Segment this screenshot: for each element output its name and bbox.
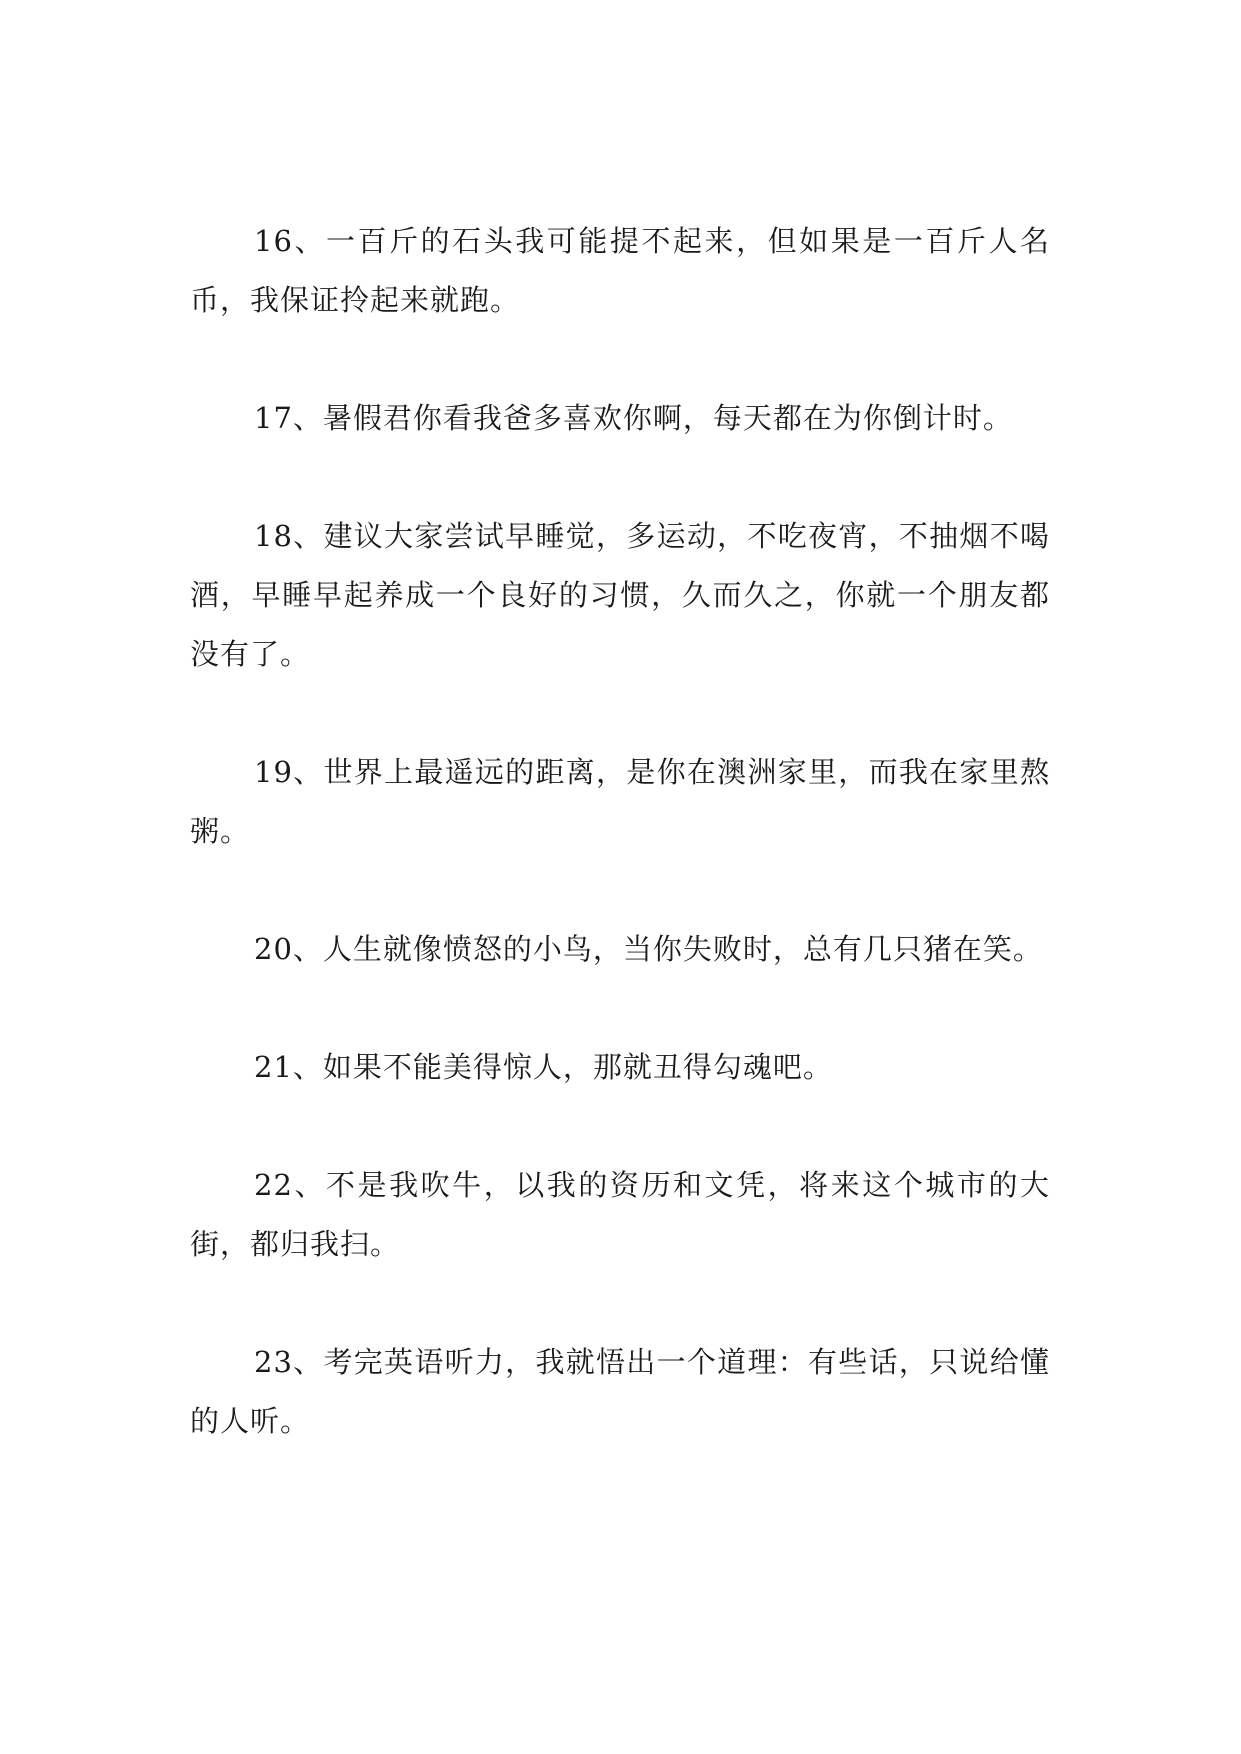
paragraph-17: 17、暑假君你看我爸多喜欢你啊，每天都在为你倒计时。 bbox=[254, 401, 1013, 435]
paragraph-18: 18、建议大家尝试早睡觉，多运动，不吃夜宵，不抽烟不喝酒，早睡早起养成一个良好的习惯，久而久之，你就一个朋友都没有了。 bbox=[190, 519, 1050, 671]
paragraph-22: 22、不是我吹牛，以我的资历和文凭，将来这个城市的大街，都归我扫。 bbox=[190, 1168, 1050, 1261]
paragraph-23: 23、考完英语听力，我就悟出一个道理：有些话，只说给懂的人听。 bbox=[190, 1345, 1050, 1438]
paragraph-16: 16、一百斤的石头我可能提不起来，但如果是一百斤人名币，我保证拎起来就跑。 bbox=[190, 224, 1050, 317]
document-body bbox=[190, 212, 1050, 1510]
paragraph-21: 21、如果不能美得惊人，那就丑得勾魂吧。 bbox=[254, 1050, 833, 1084]
paragraph-19: 19、世界上最遥远的距离，是你在澳洲家里，而我在家里熬粥。 bbox=[190, 755, 1050, 848]
paragraph-20: 20、人生就像愤怒的小鸟，当你失败时，总有几只猪在笑。 bbox=[254, 932, 1043, 966]
